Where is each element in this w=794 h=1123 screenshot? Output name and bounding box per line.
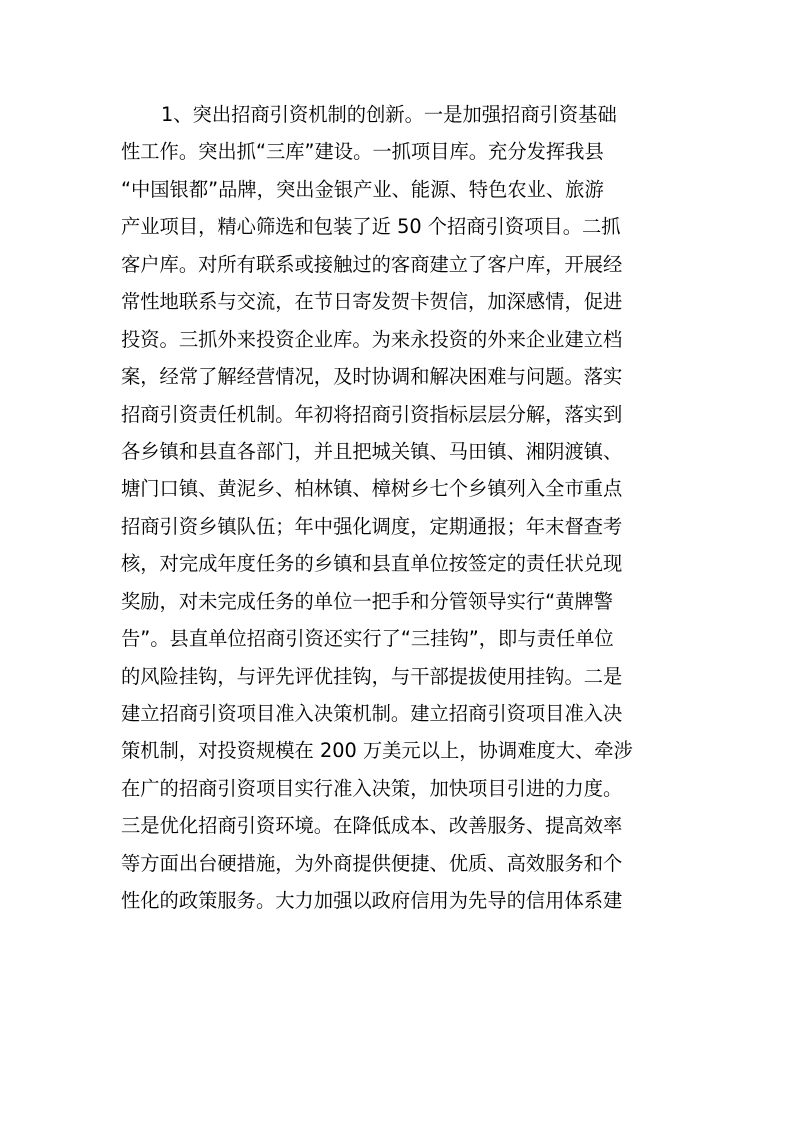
text-line-5: 客户库。对所有联系或接触过的客商建立了客户库，开展经 <box>121 252 623 276</box>
text-line-4: 产业项目，精心筛选和包装了近 50 个招商引资项目。二抓 <box>121 215 621 239</box>
text-line-10: 各乡镇和县直各部门，并且把城关镇、马田镇、湘阴渡镇、 <box>121 439 623 463</box>
text-line-15: 告”。县直单位招商引资还实行了“三挂钩”，即与责任单位 <box>121 627 614 651</box>
text-line-7: 投资。三抓外来投资企业库。为来永投资的外来企业建立档 <box>121 327 623 351</box>
text-line-17: 建立招商引资项目准入决策机制。建立招商引资项目准入决 <box>121 702 623 725</box>
text-line-6: 常性地联系与交流，在节日寄发贺卡贺信，加深感情，促进 <box>121 290 623 314</box>
text-line-8: 案，经常了解经营情况，及时协调和解决困难与问题。落实 <box>121 365 623 389</box>
text-line-19: 在广的招商引资项目实行准入决策，加快项目引进的力度。 <box>121 776 623 800</box>
text-line-3: “中国银都”品牌，突出金银产业、能源、特色农业、旅游 <box>121 177 604 201</box>
text-line-16: 的风险挂钩，与评先评优挂钩，与干部提拔使用挂钩。二是 <box>121 664 623 688</box>
text-line-12: 招商引资乡镇队伍；年中强化调度，定期通报；年末督查考 <box>121 514 623 538</box>
text-line-22: 性化的政策服务。大力加强以政府信用为先导的信用体系建 <box>121 889 623 913</box>
body-paragraph <box>121 96 691 920</box>
text-line-11: 塘门口镇、黄泥乡、柏林镇、樟树乡七个乡镇列入全市重点 <box>121 477 623 501</box>
text-line-21: 等方面出台硬措施，为外商提供便捷、优质、高效服务和个 <box>121 851 623 875</box>
text-line-1: 1、突出招商引资机制的创新。一是加强招商引资基础 <box>161 103 617 126</box>
text-line-18: 策机制，对投资规模在 200 万美元以上，协调难度大、牵涉 <box>121 739 633 763</box>
text-line-13: 核，对完成年度任务的乡镇和县直单位按签定的责任状兑现 <box>121 552 623 576</box>
text-line-9: 招商引资责任机制。年初将招商引资指标层层分解，落实到 <box>121 402 623 426</box>
text-line-14: 奖励，对未完成任务的单位一把手和分管领导实行“黄牌警 <box>121 589 614 613</box>
text-line-2: 性工作。突出抓“三库”建设。一抓项目库。充分发挥我县 <box>121 140 604 164</box>
text-line-20: 三是优化招商引资环境。在降低成本、改善服务、提高效率 <box>121 814 623 838</box>
